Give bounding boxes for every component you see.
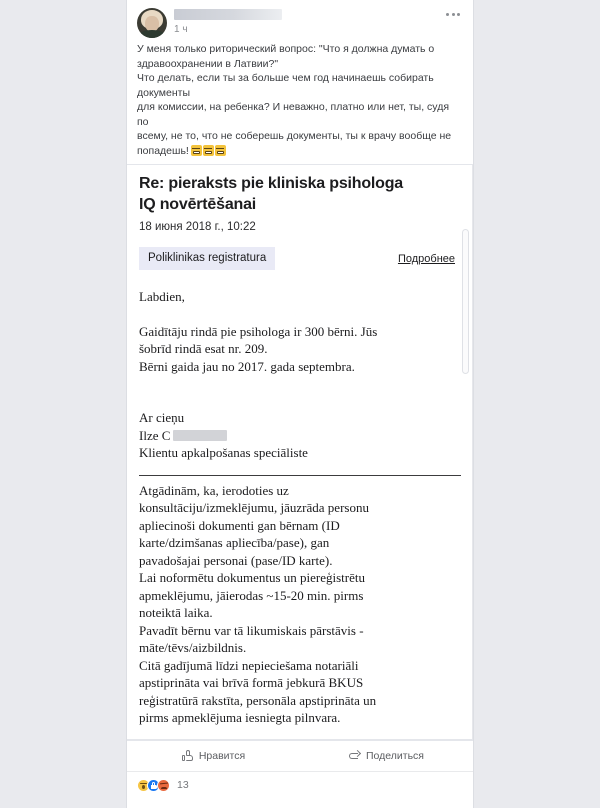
email-notice-line: Citā gadījumā līdzi nepieciešama notariāli bbox=[139, 657, 359, 673]
email-notice-line: Pavadīt bērnu var tā likumiskais pārstāvis - bbox=[139, 622, 364, 638]
share-button[interactable] bbox=[300, 741, 473, 771]
post-header bbox=[127, 0, 473, 40]
attached-email-screenshot[interactable] bbox=[127, 164, 473, 740]
post-timestamp: 1 ч bbox=[174, 24, 188, 35]
spacer bbox=[139, 306, 461, 323]
email-notice-line: apmeklējumu, jāierodas ~15-20 min. pirms bbox=[139, 587, 364, 603]
post-text bbox=[127, 40, 473, 164]
email-body-line: Bērni gaida jau no 2017. gada septembra. bbox=[139, 358, 355, 374]
share-arrow-icon bbox=[349, 750, 361, 762]
like-button-label: Нравится bbox=[198, 749, 246, 762]
ellipsis-dot bbox=[457, 13, 460, 16]
email-sender-chip[interactable]: Poliklinikas registratura bbox=[139, 247, 275, 270]
angry-reaction-icon bbox=[157, 779, 170, 792]
email-notice-line: apstiprināta vai brīvā formā jebkurā BKUS bbox=[139, 675, 364, 690]
email-subject-block bbox=[127, 165, 473, 241]
email-subject-line-2: IQ novērtēšanai bbox=[139, 196, 257, 213]
post-text-line: Что делать, если ты за больше чем год начинаешь собирать документы bbox=[137, 72, 434, 99]
email-greeting: Labdien, bbox=[139, 289, 185, 304]
like-button[interactable] bbox=[127, 741, 300, 771]
reaction-count: 13 bbox=[177, 779, 189, 791]
post-text-line: всему, не то, что не соберешь документы, ты к врачу вообще не bbox=[137, 130, 452, 142]
spacer bbox=[139, 392, 461, 409]
grinning-squinting-face-icon bbox=[215, 145, 226, 156]
post-text-line: для комиссии, на ребенка? И неважно, платно или нет, ты, судя по bbox=[137, 101, 450, 128]
post-author-meta bbox=[174, 8, 463, 36]
post-text-line-with-emoji bbox=[137, 144, 463, 159]
share-button-label: Поделиться bbox=[366, 749, 424, 762]
post-text-line: здравоохранении в Латвии?" bbox=[137, 57, 279, 70]
reaction-icon-stack bbox=[137, 779, 170, 792]
grinning-squinting-face-icon bbox=[203, 145, 214, 156]
ellipsis-dot bbox=[446, 13, 449, 16]
ellipsis-icon[interactable] bbox=[443, 10, 463, 19]
email-body bbox=[127, 278, 473, 466]
grinning-squinting-face-icon bbox=[191, 145, 202, 156]
email-body-line: šobrīd rindā esat nr. 209. bbox=[139, 341, 268, 356]
email-signoff: Ar cieņu bbox=[139, 410, 185, 425]
email-signature-surname-redacted bbox=[173, 430, 227, 441]
spacer bbox=[139, 375, 461, 392]
email-signature-name-row bbox=[139, 427, 461, 445]
email-notice-line: pirms apmeklējuma iesniegta pilnvara. bbox=[139, 710, 341, 725]
email-notice-line: apliecinoši dokumenti gan bērnam (ID bbox=[139, 517, 340, 533]
email-signature-title: Klientu apkalpošanas speciāliste bbox=[139, 445, 308, 460]
email-notice bbox=[127, 476, 473, 739]
email-details-link[interactable]: Подробнее bbox=[397, 252, 455, 265]
email-notice-line: māte/tēvs/aizbildnis. bbox=[139, 640, 247, 655]
email-signature-name: Ilze C bbox=[139, 427, 171, 443]
thumbs-up-icon bbox=[182, 750, 194, 762]
email-notice-line: noteiktā laika. bbox=[139, 605, 213, 620]
post-action-bar bbox=[127, 740, 473, 772]
avatar[interactable] bbox=[137, 8, 167, 38]
post-text-line: попадешь! bbox=[137, 144, 189, 157]
email-notice-line: konsultāciju/izmeklējumu, jāuzrāda personu bbox=[139, 500, 369, 515]
email-scrollbar[interactable] bbox=[462, 229, 469, 374]
email-content bbox=[127, 165, 473, 739]
post-text-line: У меня только риторический вопрос: "Что я должна думать о bbox=[137, 43, 435, 55]
email-date: 18 июня 2018 г., 10:22 bbox=[139, 221, 256, 233]
email-body-line: Gaidītāju rindā pie psihologa ir 300 bērni. Jūs bbox=[139, 323, 378, 339]
ellipsis-dot bbox=[452, 13, 455, 16]
email-notice-line: reģistratūrā rakstīta, personāla apstiprināta un bbox=[139, 692, 377, 708]
email-sender-bar bbox=[127, 241, 473, 278]
email-notice-line: pavadošajai personai (pase/ID karte). bbox=[139, 552, 333, 568]
email-subject-line-1: Re: pieraksts pie kliniska psihologa bbox=[139, 175, 404, 192]
card-bottom-fill bbox=[127, 802, 473, 808]
email-notice-line: Atgādinām, ka, ierodoties uz bbox=[139, 482, 289, 498]
author-name-redacted bbox=[174, 9, 282, 20]
email-notice-line: karte/dzimšanas apliecība/pase), gan bbox=[139, 535, 330, 550]
avatar-shoulder bbox=[139, 30, 165, 38]
email-notice-line: Lai noformētu dokumentus un piereģistrētu bbox=[139, 570, 366, 585]
social-post-card bbox=[126, 0, 474, 808]
reactions-summary[interactable] bbox=[127, 772, 473, 802]
email-right-edge bbox=[472, 165, 473, 739]
grinning-squinting-face-icon bbox=[191, 145, 226, 156]
